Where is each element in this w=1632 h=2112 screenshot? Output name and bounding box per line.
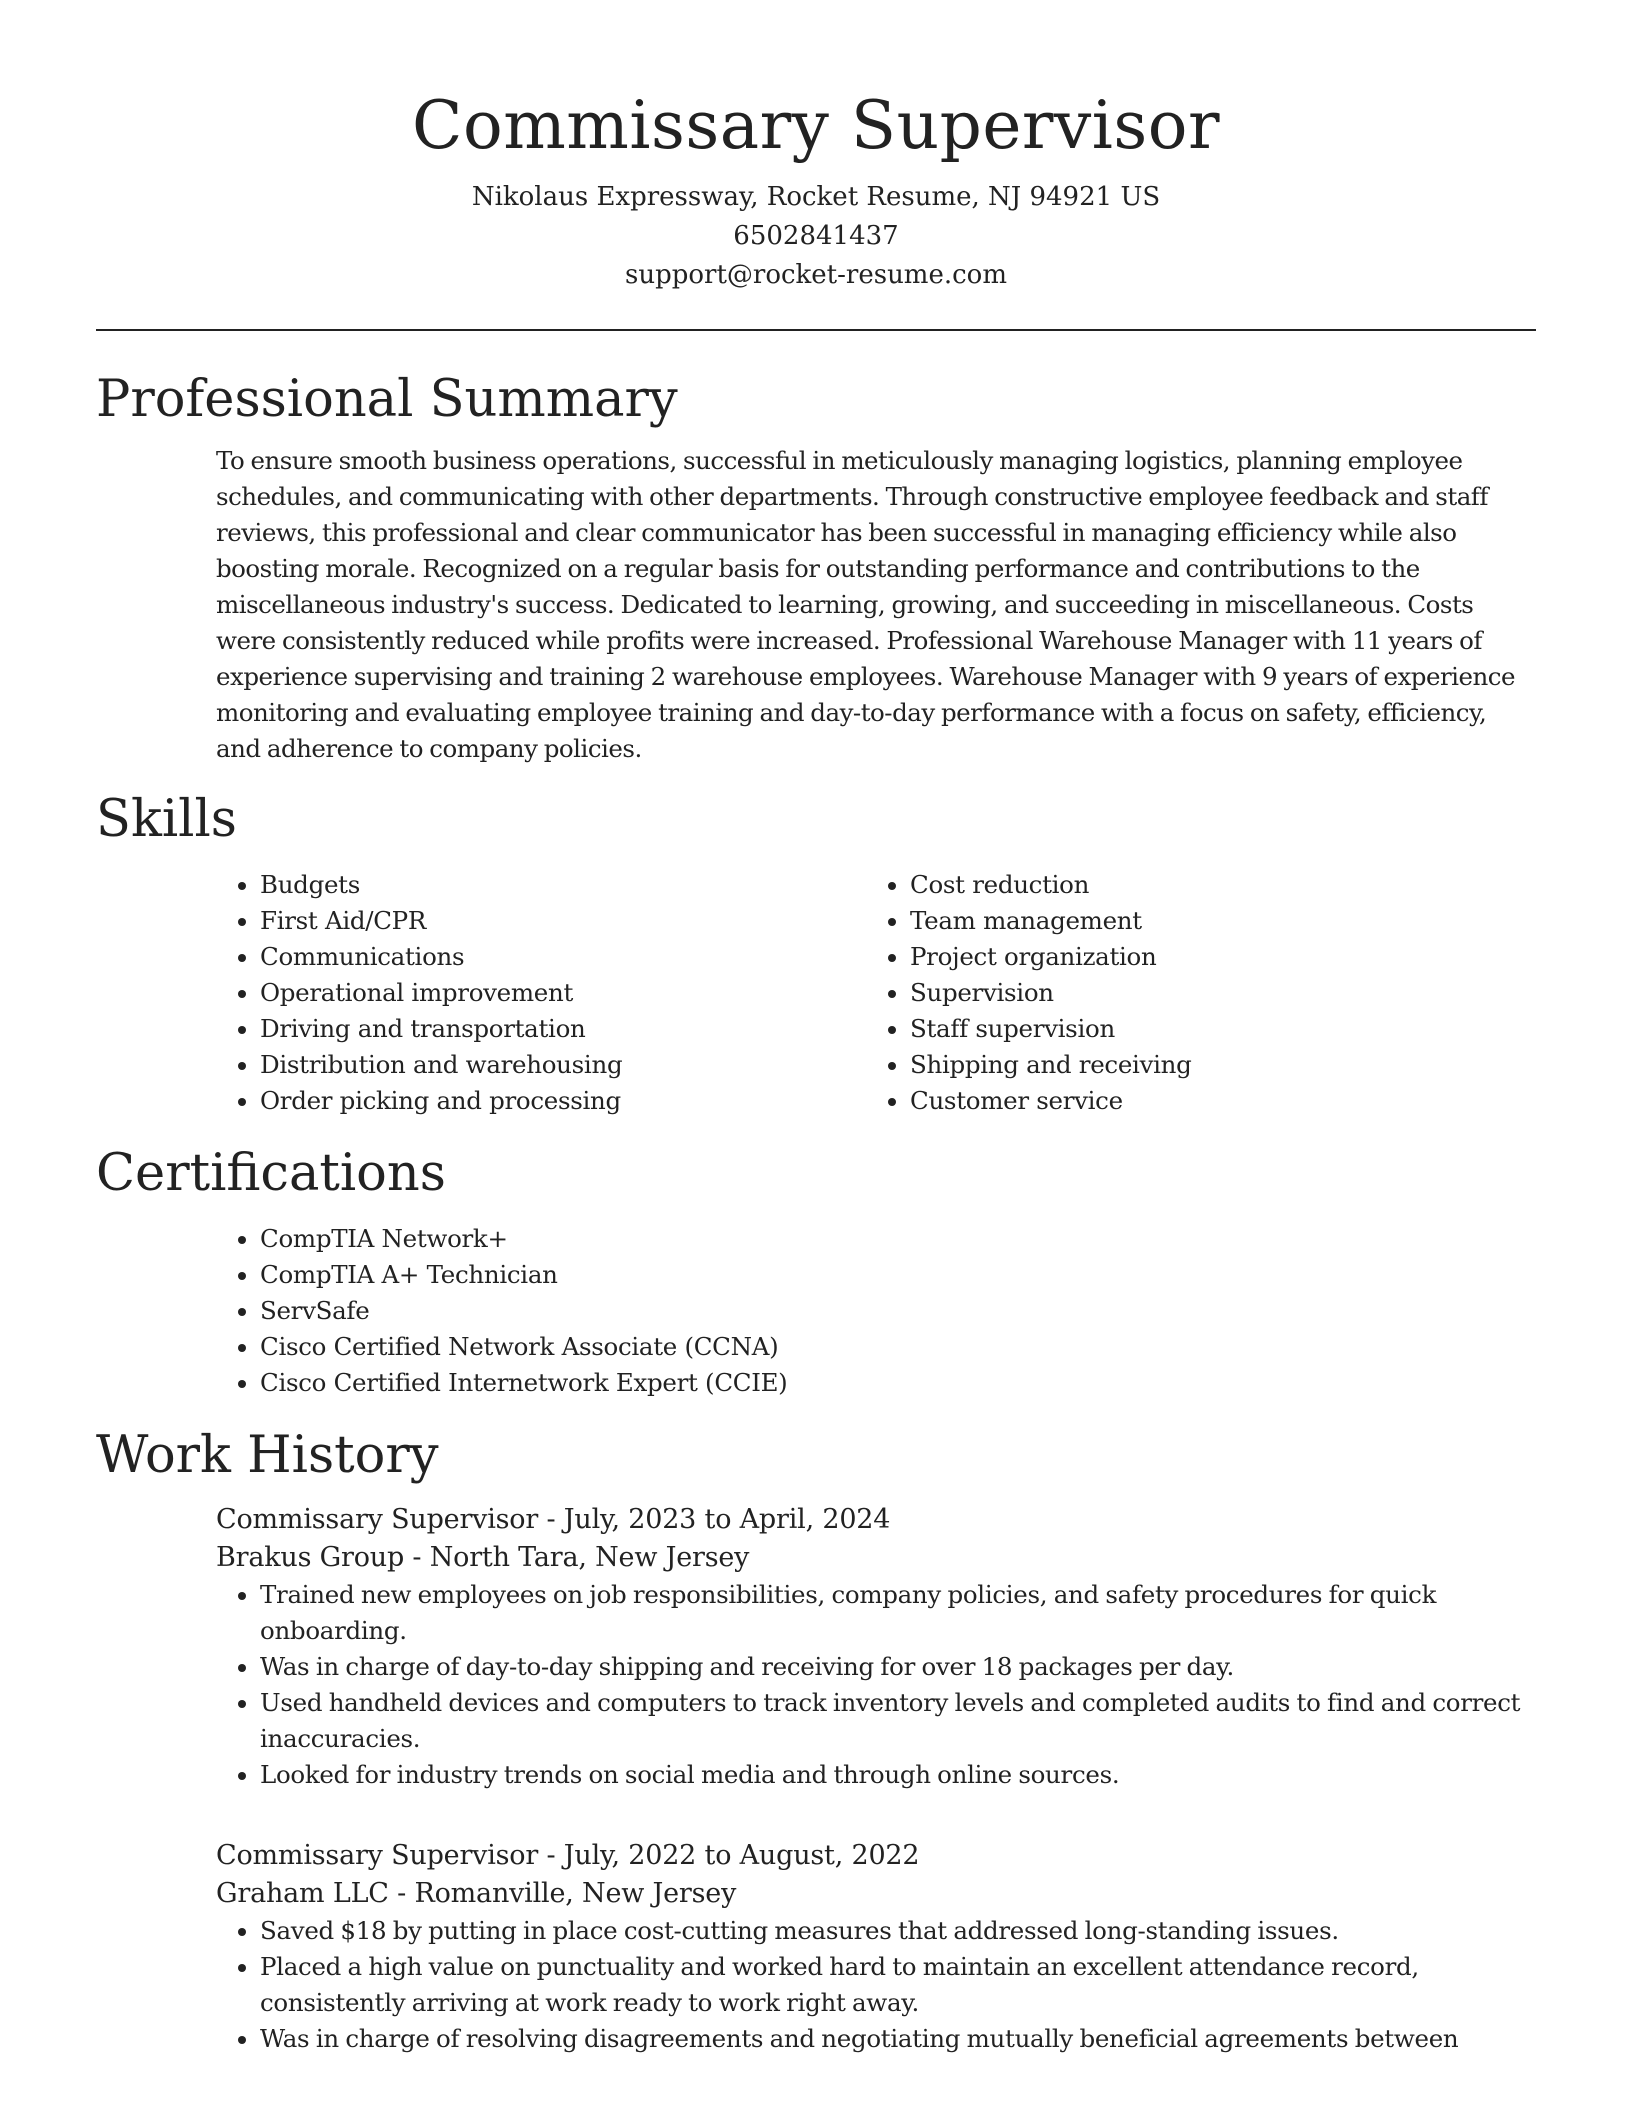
certifications-list — [216, 1221, 1536, 1401]
job-company: Graham LLC — [216, 1878, 389, 1909]
skills-list — [216, 867, 1536, 1119]
job-location: - Romanville, New Jersey — [388, 1878, 737, 1909]
job-company-line — [216, 1875, 1536, 1913]
job-location: - North Tara, New Jersey — [404, 1542, 750, 1573]
job-duty-item: • Used handheld devices and computers to track inventory levels and completed audits to find and correct inaccuracies. — [260, 1685, 1536, 1757]
skill-item: • Customer service — [910, 1083, 1516, 1119]
summary-text: To ensure smooth business operations, successful in meticulously managing logistics, planning employee schedules, and communicating with other departments. Through constructive employee feedback and staff reviews, this professional and clear communicator has been successful in managing efficiency while also boosting morale. Recognized on a regular basis for outstanding performance and contributions to the miscellaneous industry's success. Dedicated to learning, growing, and succeeding in miscellaneous. Costs were consistently reduced while profits were increased. Professional Warehouse Manager with 11 years of experience supervising and training 2 warehouse employees. Warehouse Manager with 9 years of experience monitoring and evaluating employee training and day-to-day performance with a focus on safety, efficiency, and adherence to company policies. — [216, 446, 1516, 763]
skills-column-right — [866, 867, 1516, 1119]
job-duties — [216, 1577, 1536, 1793]
job-title-line — [216, 1501, 1536, 1539]
skill-item: • Operational improvement — [260, 975, 866, 1011]
work-history-heading: Work History — [96, 1426, 439, 1485]
resume-name: Commissary Supervisor — [411, 87, 1221, 164]
job-entry — [216, 1501, 1536, 1793]
contact-email: support@rocket-resume.com — [624, 260, 1007, 290]
skill-item: • Budgets — [260, 867, 866, 903]
skill-item: • Driving and transportation — [260, 1011, 866, 1047]
summary-heading: Professional Summary — [96, 370, 678, 429]
job-dates: - July, 2023 to April, 2024 — [538, 1504, 891, 1535]
contact-info — [96, 178, 1536, 295]
resume-page — [96, 0, 1536, 2057]
job-duty-item: • Trained new employees on job responsibilities, company policies, and safety procedures for quick onboarding. — [260, 1577, 1536, 1649]
skill-item: • Distribution and warehousing — [260, 1047, 866, 1083]
job-entry — [216, 1837, 1536, 2057]
certifications-heading: Certifications — [96, 1144, 446, 1203]
job-duties — [216, 1913, 1536, 2057]
skill-item: • Shipping and receiving — [910, 1047, 1516, 1083]
certification-item: • ServSafe — [260, 1293, 1536, 1329]
job-duty-item: • Placed a high value on punctuality and worked hard to maintain an excellent attendance record, consistently arriving at work ready to work right away. — [260, 1949, 1536, 2021]
job-duty-item: • Was in charge of resolving disagreements and negotiating mutually beneficial agreements between — [260, 2021, 1536, 2057]
job-dates: - July, 2022 to August, 2022 — [538, 1840, 920, 1871]
skills-heading: Skills — [96, 790, 237, 849]
certification-item: • Cisco Certified Network Associate (CCNA) — [260, 1329, 1536, 1365]
skill-item: • Communications — [260, 939, 866, 975]
certification-item: • CompTIA A+ Technician — [260, 1257, 1536, 1293]
header-divider — [96, 329, 1536, 331]
contact-phone: 6502841437 — [733, 221, 899, 251]
skill-item: • Cost reduction — [910, 867, 1516, 903]
skills-column-left — [216, 867, 866, 1119]
resume-header — [96, 0, 1536, 295]
skill-item: • Order picking and processing — [260, 1083, 866, 1119]
job-company-line — [216, 1539, 1536, 1577]
certification-item: • CompTIA Network+ — [260, 1221, 1536, 1257]
skill-item: • Staff supervision — [910, 1011, 1516, 1047]
skill-item: • First Aid/CPR — [260, 903, 866, 939]
job-duty-item: • Was in charge of day-to-day shipping and receiving for over 18 packages per day. — [260, 1649, 1536, 1685]
job-company: Brakus Group — [216, 1542, 405, 1573]
skill-item: • Project organization — [910, 939, 1516, 975]
certification-item: • Cisco Certified Internetwork Expert (CCIE) — [260, 1365, 1536, 1401]
contact-address: Nikolaus Expressway, Rocket Resume, NJ 94921 US — [471, 182, 1161, 212]
job-duty-item: • Looked for industry trends on social media and through online sources. — [260, 1757, 1536, 1793]
skill-item: • Team management — [910, 903, 1516, 939]
skill-item: • Supervision — [910, 975, 1516, 1011]
job-duty-item: • Saved $18 by putting in place cost-cutting measures that addressed long-standing issues. — [260, 1913, 1536, 1949]
job-role: Commissary Supervisor — [216, 1840, 539, 1871]
job-role: Commissary Supervisor — [216, 1504, 539, 1535]
job-title-line — [216, 1837, 1536, 1875]
